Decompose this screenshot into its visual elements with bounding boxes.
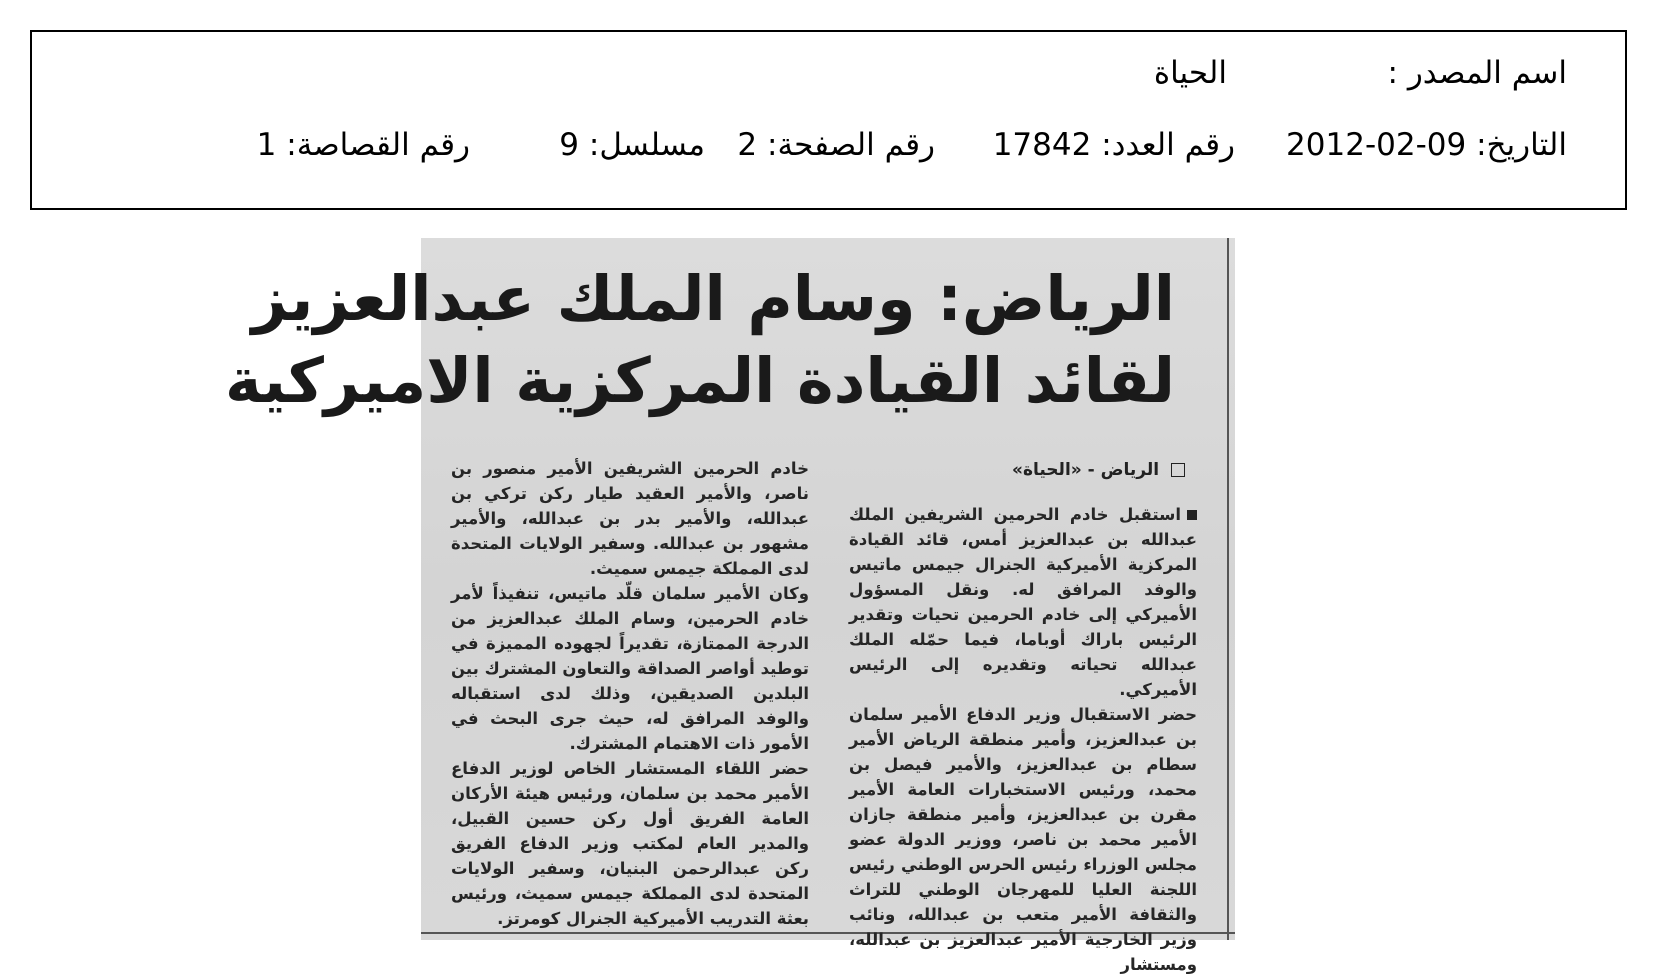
source-label: اسم المصدر :: [1387, 55, 1567, 91]
paragraph-text: استقبل خادم الحرمين الشريفين الملك عبدالله بن عبدالعزيز أمس، قائد القيادة المركزية الأميركية الجنرال جيمس ماتيس والوفد المرافق له. ونقل المسؤول الأميركي إلى خادم الحرمين تحيات وتقدير الرئيس باراك أوباما، فيما حمّله الملك عبدالله تحياته وتقديره إلى الرئيس الأميركي.: [849, 505, 1197, 699]
byline: [1012, 460, 1185, 480]
issue-label: رقم العدد:: [1101, 127, 1235, 163]
article-column-left: [451, 456, 809, 931]
newspaper-clipping: [224, 238, 1235, 974]
bullet-square-icon: [1187, 510, 1197, 520]
clip-label: رقم القصاصة:: [286, 127, 470, 163]
byline-text: الرياض - «الحياة»: [1011, 460, 1160, 480]
headline-line-2: لقائد القيادة المركزية الاميركية: [224, 344, 1175, 417]
issue-field: [992, 127, 1235, 163]
paragraph: حضر الاستقبال وزير الدفاع الأمير سلمان بن عبدالعزيز، وأمير منطقة الرياض الأمير سطام بن عبدالعزيز، والأمير فيصل بن محمد، ورئيس الاستخبارات العامة الأمير مقرن بن عبدالعزيز، وأمير منطقة جازان الأمير محمد بن ناصر، ووزير الدولة عضو مجلس الوزراء رئيس الحرس الوطني رئيس اللجنة العليا للمهرجان الوطني للتراث والثقافة الأمير متعب بن عبدالله، ونائب وزير الخارجية الأمير عبدالعزيز بن عبدالله، ومستشار: [849, 705, 1197, 974]
serial-value: 9: [559, 127, 580, 163]
page-field: [737, 127, 935, 163]
clipping-header-box: [30, 30, 1627, 210]
date-label: التاريخ:: [1476, 127, 1567, 163]
date-value: 2012-02-09: [1286, 127, 1467, 163]
issue-value: 17842: [992, 127, 1092, 163]
paragraph: وكان الأمير سلمان قلّد ماتيس، تنفيذاً لأمر خادم الحرمين، وسام الملك عبدالعزيز من الدرجة الممتازة، تقديراً لجهوده المميزة في توطيد أواصر الصداقة والتعاون المشترك بين البلدين الصديقين، وذلك لدى استقباله والوفد المرافق له، حيث جرى البحث في الأمور ذات الاهتمام المشترك.: [451, 584, 809, 753]
paragraph: حضر اللقاء المستشار الخاص لوزير الدفاع الأمير محمد بن سلمان، ورئيس هيئة الأركان العامة الفريق أول ركن حسين القبيل، والمدير العام لمكتب وزير الدفاع الفريق ركن عبدالرحمن البنيان، وسفير الولايات المتحدة لدى المملكة جيمس سميث، ورئيس بعثة التدريب الأميركية الجنرال كومرتز.: [451, 759, 809, 928]
serial-field: [559, 127, 705, 163]
paragraph: خادم الحرمين الشريفين الأمير منصور بن ناصر، والأمير العقيد طيار ركن تركي بن عبدالله، والأمير بدر بن عبدالله، والأمير مشهور بن عبدالله. وسفير الولايات المتحدة لدى المملكة جيمس سميث.: [451, 459, 809, 578]
clipping-column-rule: [1227, 238, 1229, 940]
source-value: الحياة: [1153, 55, 1227, 91]
checkbox-square-icon: [1171, 463, 1185, 477]
serial-label: مسلسل:: [588, 127, 705, 163]
clip-value: 1: [256, 127, 277, 163]
paragraph: [849, 502, 1197, 702]
date-field: [1286, 127, 1567, 163]
page-label: رقم الصفحة:: [767, 127, 935, 163]
clip-field: [256, 127, 470, 163]
page-value: 2: [737, 127, 758, 163]
article-column-right: [849, 502, 1197, 977]
headline-line-1: الرياض: وسام الملك عبدالعزيز: [251, 262, 1175, 335]
